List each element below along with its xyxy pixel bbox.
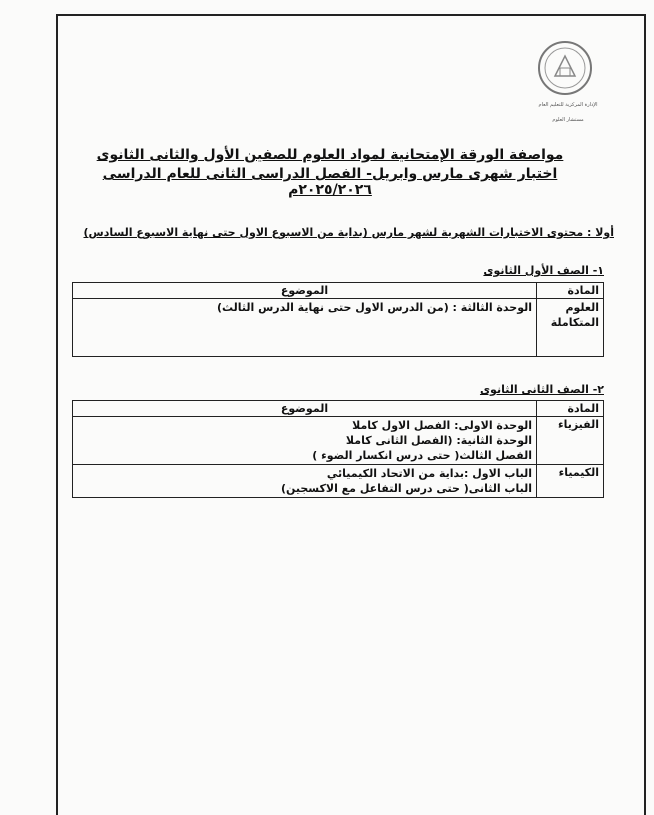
grade2-heading: ٢- الصف الثانى الثانوى: [479, 383, 604, 396]
subject-line: المتكاملة: [550, 316, 599, 329]
column-header-subject: المادة: [537, 283, 604, 299]
table-row: [73, 465, 604, 498]
document-subtitle: اختبار شهرى مارس وابريل- الفصل الدراسى الثانى للعام الدراسى ٢٠٢٥/٢٠٢٦م: [102, 166, 558, 198]
topic-line: الوحدة الثالثة : (من الدرس الاول حتى نهاية الدرس الثالث): [216, 301, 532, 314]
table-row: [73, 417, 604, 465]
table-header-row: [73, 283, 604, 299]
topic-line: الباب الاول :بداية من الاتحاد الكيميائي: [326, 467, 532, 480]
table-row: [73, 299, 604, 357]
logo-caption-line1: الإدارة المركزية للتعليم العام: [538, 102, 598, 108]
document-title: مواصفة الورقة الإمتحانية لمواد العلوم للصفين الأول والثانى الثانوى: [96, 147, 564, 163]
subject-cell: الفيزياء: [537, 417, 604, 465]
topic-line: الوحدة الثانية: (الفصل الثانى كاملا: [345, 434, 532, 447]
column-header-subject: المادة: [537, 401, 604, 417]
topic-line: الفصل الثالث( حتى درس انكسار الضوء ): [312, 449, 532, 462]
subject-line: العلوم: [565, 301, 599, 314]
grade1-table: [72, 282, 604, 357]
column-header-topic: الموضوع: [73, 283, 537, 299]
topic-line: الوحدة الاولى: الفصل الاول كاملا: [352, 419, 532, 432]
subject-cell: [537, 299, 604, 357]
column-header-topic: الموضوع: [73, 401, 537, 417]
logo-caption: [520, 98, 616, 128]
grade2-table: [72, 400, 604, 498]
table-header-row: [73, 401, 604, 417]
topic-line: الباب الثانى( حتى درس التفاعل مع الاكسجين): [280, 482, 532, 495]
grade1-heading: ١- الصف الأول الثانوى: [483, 264, 604, 277]
subject-cell: الكيمياء: [537, 465, 604, 498]
section-heading: أولا : محتوى الاختبارات الشهرية لشهر مارس (بداية من الاسبوع الاول حتى نهاية الاسبوع السادس): [83, 226, 614, 239]
logo-caption-line2: مستشار العلوم: [552, 117, 584, 123]
topic-cell: [73, 465, 537, 498]
topic-cell: [73, 417, 537, 465]
topic-cell: [73, 299, 537, 357]
